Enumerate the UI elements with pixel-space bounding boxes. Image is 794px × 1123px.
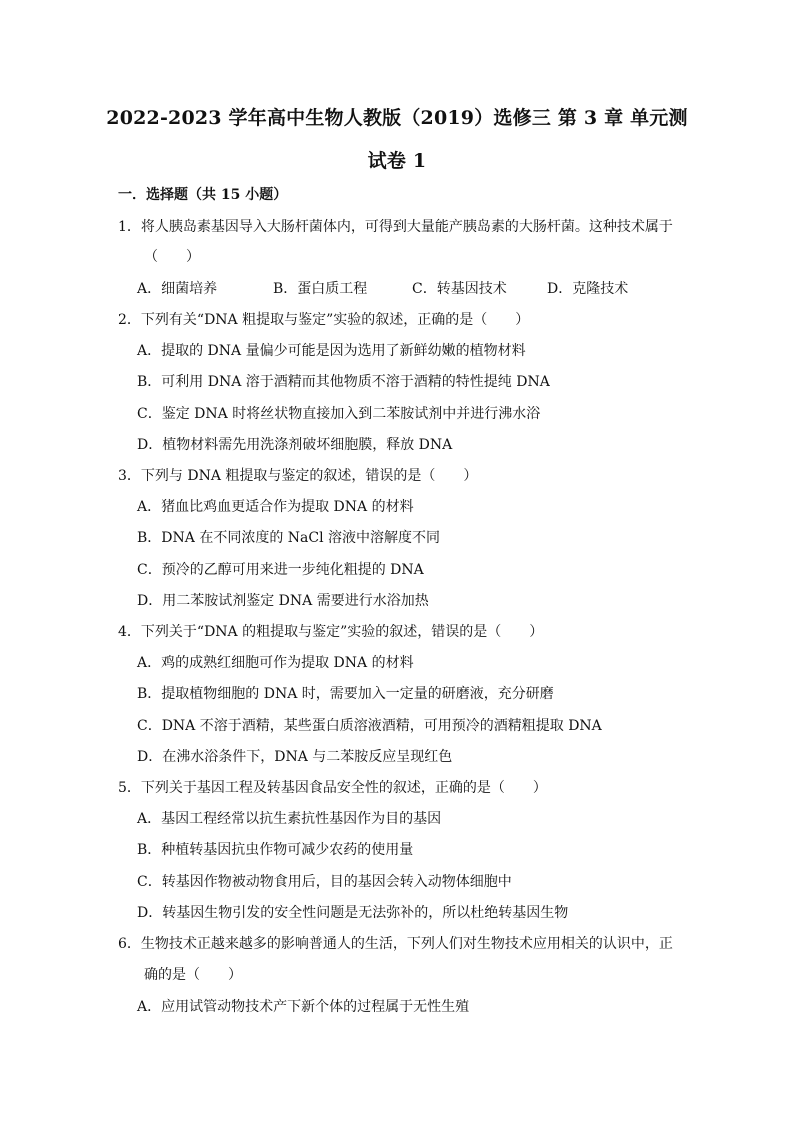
question-4-option-d: D．在沸水浴条件下，DNA 与二苯胺反应呈现红色 xyxy=(137,749,453,765)
question-4-stem: 4．下列关于“DNA 的粗提取与鉴定”实验的叙述，错误的是（ ） xyxy=(118,624,544,640)
question-2-option-a: A．提取的 DNA 量偏少可能是因为选用了新鲜幼嫩的植物材料 xyxy=(137,343,526,359)
question-3-option-b: B．DNA 在不同浓度的 NaCl 溶液中溶解度不同 xyxy=(137,530,441,546)
question-6-stem: 6．生物技术正越来越多的影响普通人的生活，下列人们对生物技术应用相关的认识中，正 xyxy=(118,936,673,952)
question-3-option-d: D．用二苯胺试剂鉴定 DNA 需要进行水浴加热 xyxy=(137,593,429,609)
question-5-option-b: B．种植转基因抗虫作物可减少农药的使用量 xyxy=(137,842,414,858)
question-2-stem: 2．下列有关“DNA 粗提取与鉴定”实验的叙述，正确的是（ ） xyxy=(118,312,530,328)
document-title-line-2: 试卷 1 xyxy=(367,150,427,172)
question-3-stem: 3．下列与 DNA 粗提取与鉴定的叙述，错误的是（ ） xyxy=(118,468,478,484)
question-4-option-c: C．DNA 不溶于酒精，某些蛋白质溶液酒精，可用预冷的酒精粗提取 DNA xyxy=(137,718,602,734)
question-1-option-a: A．细菌培养 xyxy=(137,281,218,297)
section-heading: 一．选择题（共 15 小题） xyxy=(118,187,288,203)
question-5-option-c: C．转基因作物被动物食用后，目的基因会转入动物体细胞中 xyxy=(137,874,512,890)
question-2-option-d: D．植物材料需先用洗涤剂破坏细胞膜，释放 DNA xyxy=(137,437,453,453)
question-3-option-a: A．猪血比鸡血更适合作为提取 DNA 的材料 xyxy=(137,499,414,515)
question-3-option-c: C．预冷的乙醇可用来进一步纯化粗提的 DNA xyxy=(137,562,424,578)
question-5-option-d: D．转基因生物引发的安全性问题是无法弥补的，所以杜绝转基因生物 xyxy=(137,905,569,921)
question-4-option-a: A．鸡的成熟红细胞可作为提取 DNA 的材料 xyxy=(137,655,414,671)
question-6-option-a: A．应用试管动物技术产下新个体的过程属于无性生殖 xyxy=(137,999,470,1015)
question-2-option-c: C．鉴定 DNA 时将丝状物直接加入到二苯胺试剂中并进行沸水浴 xyxy=(137,406,541,422)
question-1-option-c: C．转基因技术 xyxy=(412,281,507,297)
question-5-option-a: A．基因工程经常以抗生素抗性基因作为目的基因 xyxy=(137,811,442,827)
question-4-option-b: B．提取植物细胞的 DNA 时，需要加入一定量的研磨液，充分研磨 xyxy=(137,686,554,702)
question-1-option-b: B．蛋白质工程 xyxy=(273,281,368,297)
document-title-line-1: 2022-2023 学年高中生物人教版（2019）选修三 第 3 章 单元测 xyxy=(106,107,688,129)
question-1-stem: 1．将人胰岛素基因导入大肠杆菌体内，可得到大量能产胰岛素的大肠杆菌。这种技术属于 xyxy=(118,219,673,235)
question-1-option-d: D．克隆技术 xyxy=(547,281,629,297)
question-1-stem-cont: （ ） xyxy=(144,249,200,265)
question-6-stem-cont: 确的是（ ） xyxy=(144,967,242,983)
question-2-option-b: B．可利用 DNA 溶于酒精而其他物质不溶于酒精的特性提纯 DNA xyxy=(137,374,550,390)
question-5-stem: 5．下列关于基因工程及转基因食品安全性的叙述，正确的是（ ） xyxy=(118,780,547,796)
